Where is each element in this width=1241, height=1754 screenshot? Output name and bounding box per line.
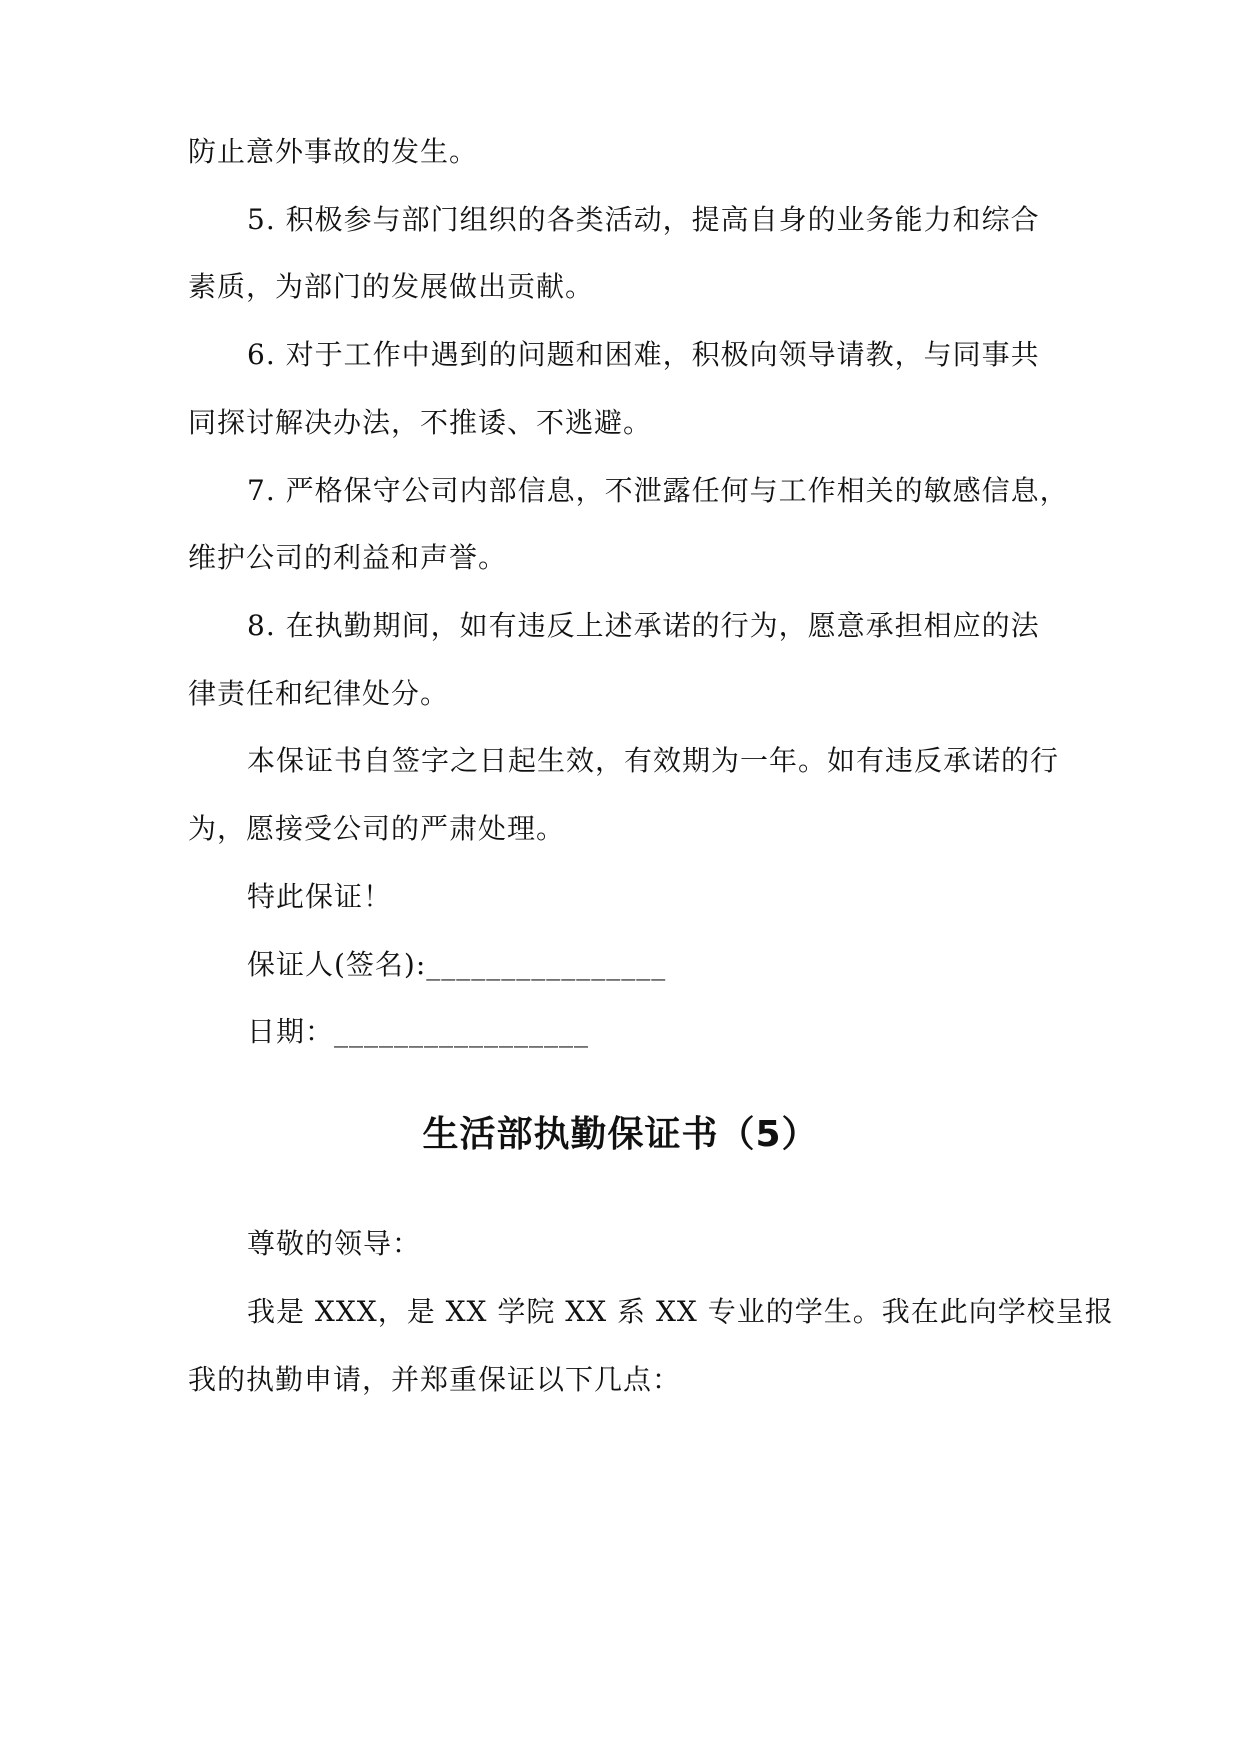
closing-statement: 特此保证！ — [247, 880, 393, 913]
validity-paragraph-line-2: 为，愿接受公司的严肃处理。 — [188, 812, 566, 845]
salutation: 尊敬的领导： — [247, 1227, 422, 1260]
section-title: 生活部执勤保证书（5） — [422, 1114, 819, 1155]
list-item-8-line-2: 律责任和纪律处分。 — [188, 677, 450, 710]
intro-paragraph-line-2: 我的执勤申请，并郑重保证以下几点： — [188, 1363, 682, 1396]
list-item-6-line-2: 同探讨解决办法，不推诿、不逃避。 — [188, 406, 653, 439]
paragraph-line: 防止意外事故的发生。 — [188, 135, 479, 168]
validity-paragraph-line-1: 本保证书自签字之日起生效，有效期为一年。如有违反承诺的行 — [247, 744, 1060, 777]
list-item-6-line-1: 6. 对于工作中遇到的问题和困难，积极向领导请教，与同事共 — [247, 338, 1040, 371]
list-item-7-line-2: 维护公司的利益和声誉。 — [188, 541, 508, 574]
date-line: 日期：_________________ — [247, 1015, 590, 1048]
list-item-8-line-1: 8. 在执勤期间，如有违反上述承诺的行为，愿意承担相应的法 — [247, 609, 1040, 642]
signature-line: 保证人(签名):________________ — [247, 948, 667, 981]
list-item-5-line-2: 素质，为部门的发展做出贡献。 — [188, 270, 595, 303]
list-item-5-line-1: 5. 积极参与部门组织的各类活动，提高自身的业务能力和综合 — [247, 203, 1040, 236]
list-item-7-line-1: 7. 严格保守公司内部信息，不泄露任何与工作相关的敏感信息， — [247, 474, 1069, 507]
intro-paragraph-line-1: 我是 XXX，是 XX 学院 XX 系 XX 专业的学生。我在此向学校呈报 — [247, 1295, 1114, 1328]
